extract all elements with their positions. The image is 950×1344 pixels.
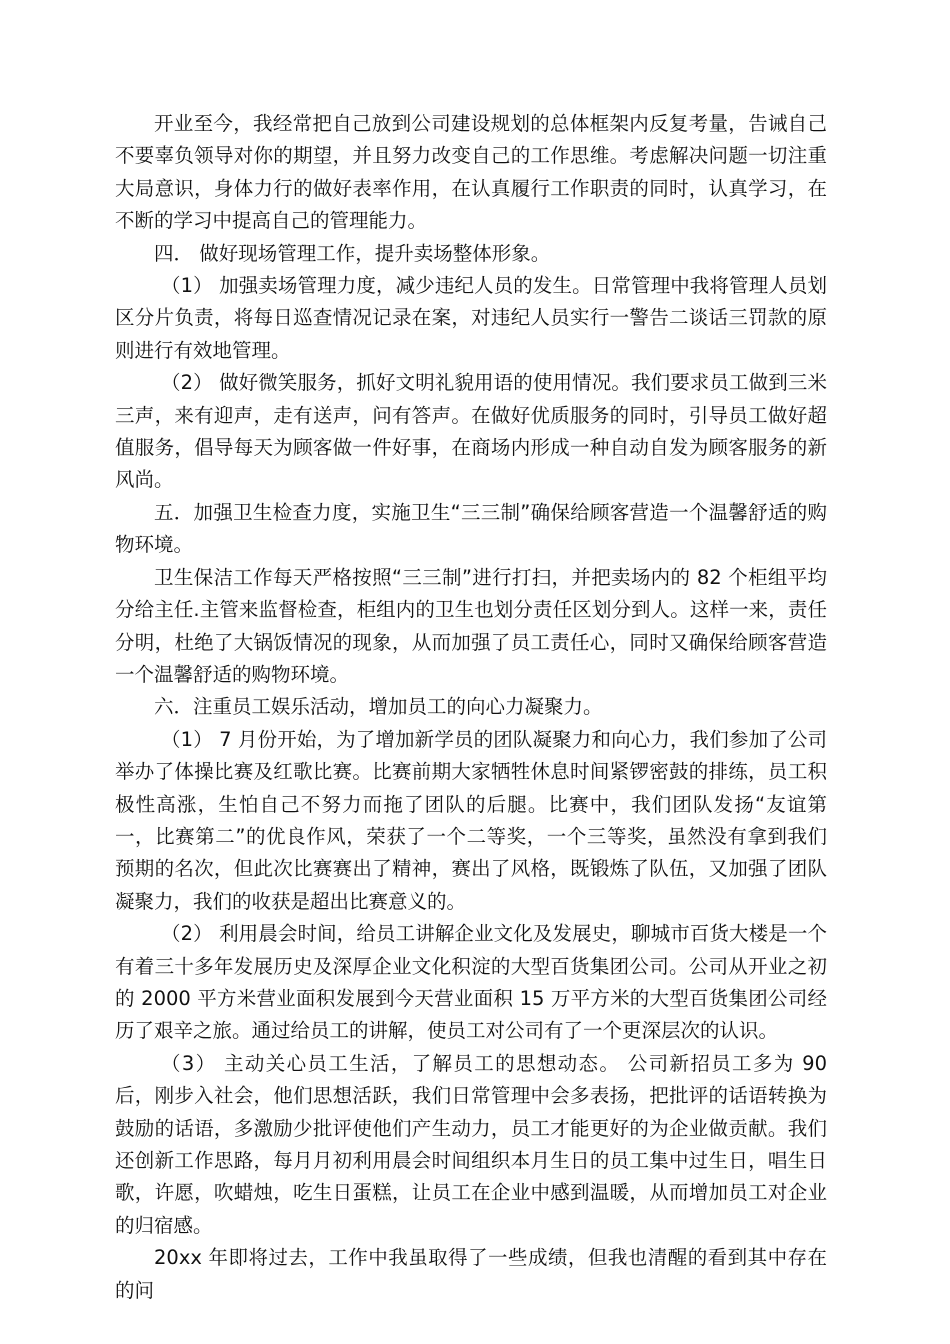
paragraph-intro: 开业至今，我经常把自己放到公司建设规划的总体框架内反复考量，告诫自己不要辜负领导对你的期望，并且努力改变自己的工作思维。考虑解决问题一切注重大局意识，身体力行的做好表率作用，在认真履行工作职责的同时，认真学习，在不断的学习中提高自己的管理能力。 <box>115 112 827 233</box>
paragraph-closing: 20xx 年即将过去，工作中我虽取得了一些成绩，但我也清醒的看到其中存在的问 <box>115 1246 827 1302</box>
paragraph-four-item-1: （1） 加强卖场管理力度，减少违纪人员的发生。日常管理中我将管理人员划区分片负责，将每日巡查情况记录在案，对违纪人员实行一警告二谈话三罚款的原则进行有效地管理。 <box>115 274 827 362</box>
paragraph-five-body: 卫生保洁工作每天严格按照“三三制”进行打扫，并把卖场内的 82 个柜组平均分给主任.主管来监督检查，柜组内的卫生也划分责任区划分到人。这样一来，责任分明，杜绝了大锅饭情况的现象，从而加强了员工责任心，同时又确保给顾客营造一个温馨舒适的购物环境。 <box>115 565 827 686</box>
paragraph-six-item-3: （3） 主动关心员工生活，了解员工的思想动态。 公司新招员工多为 90 后，刚步入社会，他们思想活跃，我们日常管理中会多表扬，把批评的话语转换为鼓励的话语，多激励少批评使他们产生动力，员工才能更好的为企业做贡献。我们还创新工作思路，每月月初利用晨会时间组织本月生日的员工集中过生日，唱生日歌，许愿，吹蜡烛，吃生日蛋糕，让员工在企业中感到温暖，从而增加员工对企业的归宿感。 <box>115 1051 827 1237</box>
section-heading-six: 六．注重员工娱乐活动，增加员工的向心力凝聚力。 <box>154 695 603 719</box>
paragraph-four-item-2: （2） 做好微笑服务，抓好文明礼貌用语的使用情况。我们要求员工做到三米三声，来有迎声，走有送声，问有答声。在做好优质服务的同时，引导员工做好超值服务，倡导每天为顾客做一件好事，在商场内形成一种自动自发为顾客服务的新风尚。 <box>115 371 827 492</box>
section-heading-four: 四． 做好现场管理工作，提升卖场整体形象。 <box>154 241 551 265</box>
paragraph-six-item-2: （2） 利用晨会时间，给员工讲解企业文化及发展史，聊城市百货大楼是一个有着三十多年发展历史及深厚企业文化积淀的大型百货集团公司。公司从开业之初的 2000 平方米营业面积发展到今天营业面积 15 万平方米的大型百货集团公司经历了艰辛之旅。通过给员工的讲解，使员工对公司有了一个更深层次的认识。 <box>115 922 827 1043</box>
section-heading-five: 五．加强卫生检查力度，实施卫生“三三制”确保给顾客营造一个温馨舒适的购物环境。 <box>115 500 827 557</box>
document-body <box>115 108 827 1307</box>
paragraph-six-item-1: （1） 7 月份开始，为了增加新学员的团队凝聚力和向心力，我们参加了公司举办了体操比赛及红歌比赛。比赛前期大家牺牲休息时间紧锣密鼓的排练，员工积极性高涨，生怕自己不努力而拖了团队的后腿。比赛中，我们团队发扬“友谊第一，比赛第二”的优良作风，荣获了一个二等奖，一个三等奖，虽然没有拿到我们预期的名次，但此次比赛赛出了精神，赛出了风格，既锻炼了队伍，又加强了团队凝聚力，我们的收获是超出比赛意义的。 <box>115 727 827 913</box>
